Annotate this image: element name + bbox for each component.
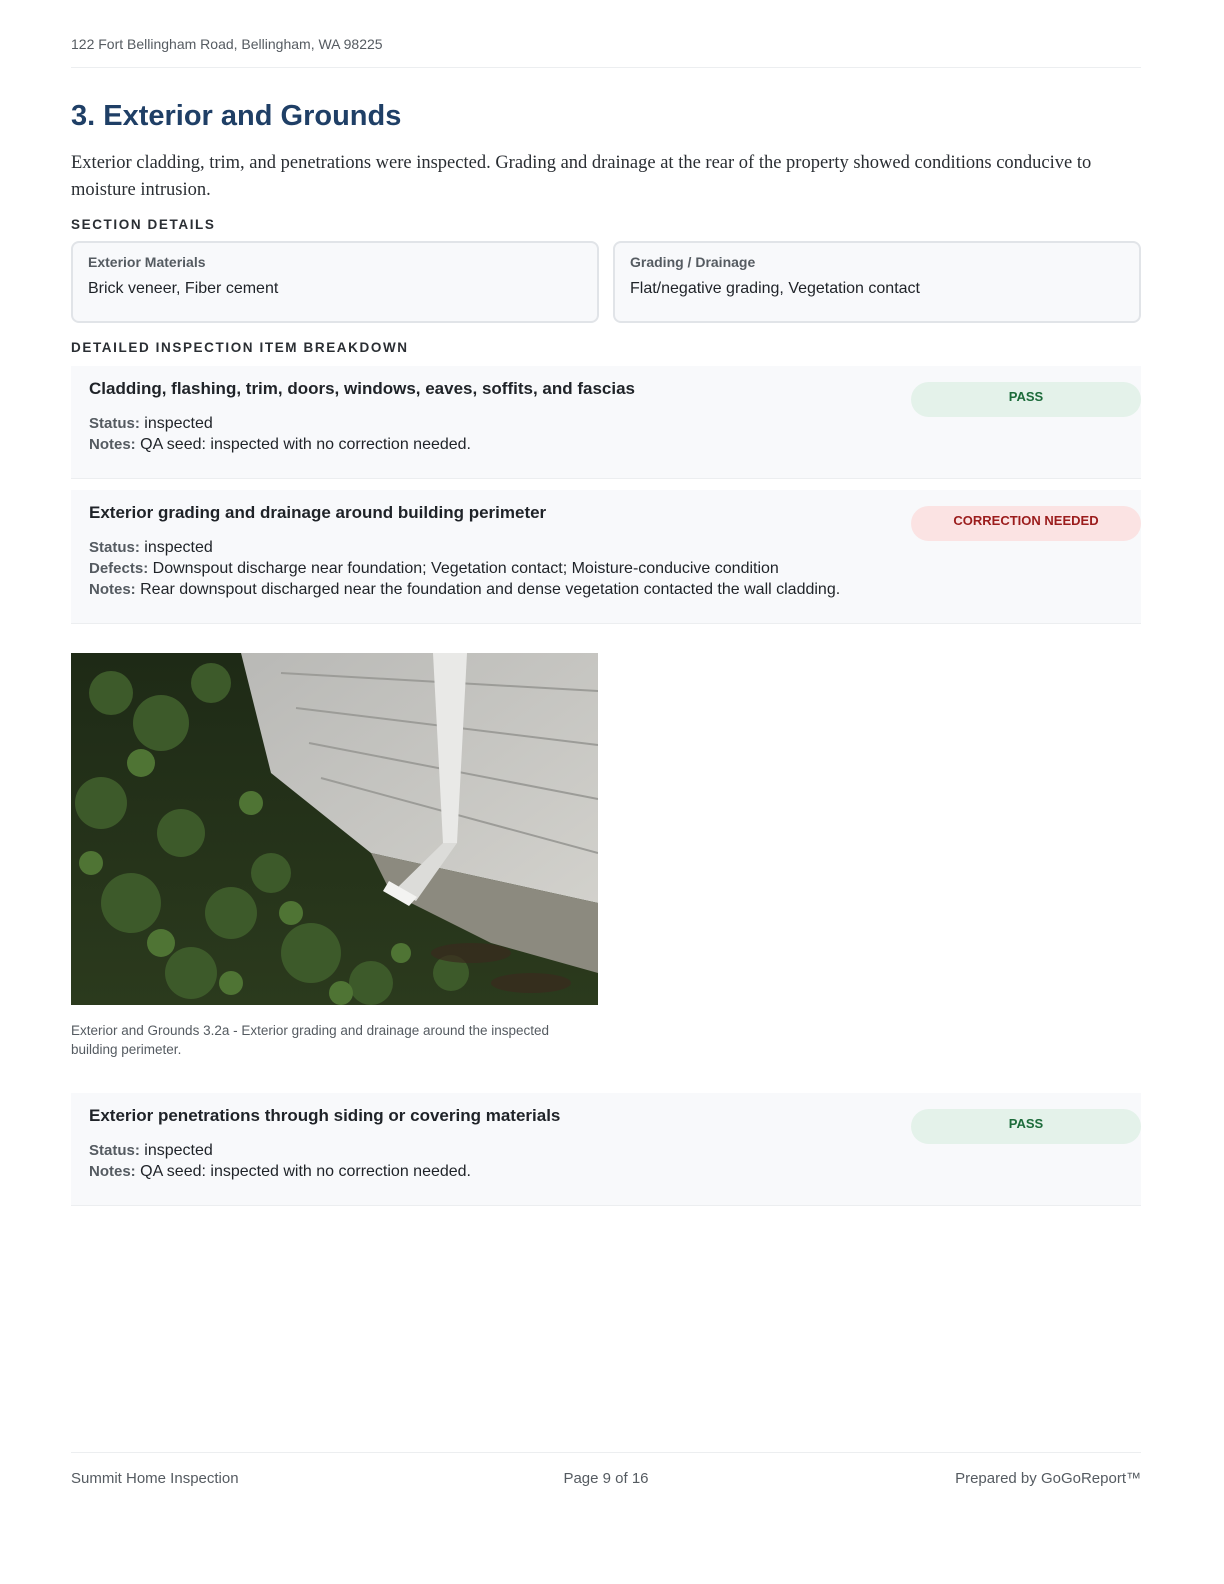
detail-label: Exterior Materials bbox=[88, 254, 206, 270]
page-footer bbox=[71, 1452, 1141, 1487]
detail-card-grading-drainage bbox=[613, 241, 1141, 323]
item-notes: QA seed: inspected with no correction needed. bbox=[140, 436, 471, 453]
status-badge-pass: PASS bbox=[911, 382, 1141, 417]
status-badge-correction-needed: CORRECTION NEEDED bbox=[911, 506, 1141, 541]
item-title: Cladding, flashing, trim, doors, windows, eaves, soffits, and fascias bbox=[89, 379, 636, 398]
status-label: Status: bbox=[89, 539, 140, 556]
item-status: inspected bbox=[144, 415, 213, 432]
downspout-photo-illustration bbox=[71, 653, 598, 1005]
section-details-heading: SECTION DETAILS bbox=[71, 217, 216, 232]
inspection-item-penetrations bbox=[71, 1093, 1141, 1206]
inspection-photo[interactable] bbox=[71, 653, 598, 1005]
detail-label: Grading / Drainage bbox=[630, 254, 756, 270]
notes-label: Notes: bbox=[89, 581, 136, 598]
item-status: inspected bbox=[144, 539, 213, 556]
detail-card-exterior-materials bbox=[71, 241, 599, 323]
section-intro: Exterior cladding, trim, and penetrations were inspected. Grading and drainage at the rear of the property showed conditions conducive to moisture intrusion. bbox=[71, 153, 1092, 200]
defects-label: Defects: bbox=[89, 560, 149, 577]
photo-caption: Exterior and Grounds 3.2a - Exterior grading and drainage around the inspected building perimeter. bbox=[71, 1023, 550, 1057]
item-notes-line bbox=[89, 434, 1123, 455]
inspection-item-grading bbox=[71, 490, 1141, 624]
item-notes-line bbox=[89, 1161, 1123, 1182]
status-label: Status: bbox=[89, 415, 140, 432]
item-notes: Rear downspout discharged near the foundation and dense vegetation contacted the wall cladding. bbox=[140, 581, 841, 598]
notes-label: Notes: bbox=[89, 1163, 136, 1180]
breakdown-heading: DETAILED INSPECTION ITEM BREAKDOWN bbox=[71, 340, 409, 355]
inspection-item-cladding bbox=[71, 366, 1141, 479]
item-title: Exterior grading and drainage around building perimeter bbox=[89, 503, 547, 522]
page-number: Page 9 of 16 bbox=[563, 1470, 649, 1487]
item-status: inspected bbox=[144, 1142, 213, 1159]
item-notes: QA seed: inspected with no correction needed. bbox=[140, 1163, 471, 1180]
status-badge-pass: PASS bbox=[911, 1109, 1141, 1144]
prepared-by: Prepared by GoGoReport™ bbox=[955, 1470, 1141, 1487]
detail-value: Flat/negative grading, Vegetation contact bbox=[630, 280, 920, 297]
item-notes-line bbox=[89, 579, 1123, 600]
notes-label: Notes: bbox=[89, 436, 136, 453]
status-label: Status: bbox=[89, 1142, 140, 1159]
property-address: 122 Fort Bellingham Road, Bellingham, WA 98225 bbox=[71, 36, 1141, 68]
detail-value: Brick veneer, Fiber cement bbox=[88, 280, 279, 297]
company-name: Summit Home Inspection bbox=[71, 1470, 239, 1487]
item-defects: Downspout discharge near foundation; Vegetation contact; Moisture-conducive condition bbox=[152, 560, 779, 577]
section-title: 3. Exterior and Grounds bbox=[71, 100, 402, 132]
item-defects-line bbox=[89, 558, 1123, 579]
report-page bbox=[71, 0, 1141, 1584]
item-title: Exterior penetrations through siding or covering materials bbox=[89, 1106, 561, 1125]
